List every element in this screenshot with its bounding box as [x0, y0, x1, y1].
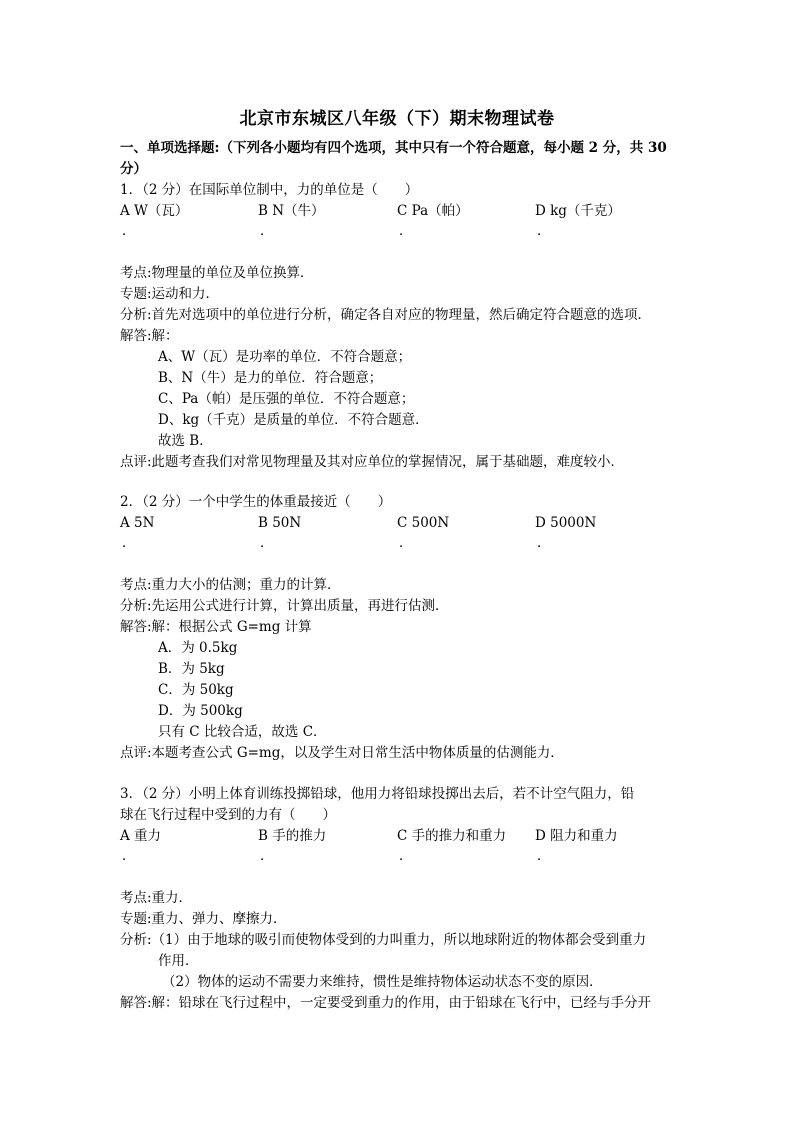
q2-fenxi: 分析:先运用公式进行计算，计算出质量，再进行估测．: [120, 598, 449, 614]
q2-stem: 2．（2 分）一个中学生的体重最接近（ ）: [120, 494, 392, 510]
q2-kaodian: 考点:重力大小的估测；重力的计算．: [120, 577, 341, 593]
q1-option-b: B N（牛）: [258, 203, 325, 219]
q2-option-c-dot: ．: [399, 535, 413, 551]
q2-option-a: A 5N: [120, 515, 155, 531]
q1-answer-line: B、N（牛）是力的单位．符合题意；: [158, 370, 383, 386]
q1-kaodian: 考点:物理量的单位及单位换算．: [120, 265, 314, 281]
q1-option-c-dot: ．: [399, 223, 413, 239]
q3-fenxi-line2: 作用．: [158, 953, 199, 969]
q1-dianping: 点评:此题考查我们对常见物理量及其对应单位的掌握情况，属于基础题，难度较小．: [120, 454, 625, 470]
page-title: 北京市东城区八年级（下）期末物理试卷: [239, 109, 555, 129]
q3-option-b-dot: ．: [260, 848, 274, 864]
section-header: 一、单项选择题:（下列各小题均有四个选项，其中只有一个符合题意，每小题 2 分，共 30 分）: [120, 140, 667, 177]
q1-answer-line: 故选 B．: [158, 433, 213, 449]
q3-kaodian: 考点:重力．: [120, 890, 193, 906]
q3-stem-line1: 3．（2 分）小明上体育训练投掷铅球，他用力将铅球投掷出去后，若不计空气阻力，铅: [120, 786, 635, 802]
q1-stem: 1．（2 分）在国际单位制中，力的单位是（ ）: [120, 182, 419, 198]
q3-option-d-dot: ．: [537, 848, 551, 864]
q2-answer-line: D．为 500kg: [158, 703, 243, 719]
q2-answer-line: 只有 C 比较合适，故选 C．: [158, 724, 327, 740]
q1-answer-line: A、W（瓦）是功率的单位．不符合题意；: [158, 349, 412, 365]
q1-option-c: C Pa（帕）: [397, 203, 469, 219]
q1-option-a: A W（瓦）: [120, 203, 189, 219]
q3-option-c: C 手的推力和重力: [397, 828, 507, 844]
q1-option-b-dot: ．: [260, 223, 274, 239]
q1-option-a-dot: ．: [122, 223, 136, 239]
q3-option-b: B 手的推力: [258, 828, 327, 844]
q2-answer-line: C．为 50kg: [158, 682, 234, 698]
q2-option-b-dot: ．: [260, 535, 274, 551]
q3-jieda: 解答:解：铅球在飞行过程中，一定要受到重力的作用，由于铅球在飞行中，已经与手分开: [120, 995, 652, 1011]
q1-zhuanti: 专题:运动和力．: [120, 286, 220, 302]
q1-answer-line: D、kg（千克）是质量的单位．不符合题意．: [158, 412, 429, 428]
q2-option-b: B 50N: [258, 515, 302, 531]
q3-option-c-dot: ．: [399, 848, 413, 864]
q2-dianping: 点评:本题考查公式 G=mg，以及学生对日常生活中物体质量的估测能力．: [120, 745, 564, 761]
q3-fenxi-line3: （2）物体的运动不需要力来维持，惯性是维持物体运动状态不变的原因．: [162, 974, 603, 990]
q3-option-d: D 阻力和重力: [535, 828, 618, 844]
q2-option-d: D 5000N: [535, 515, 597, 531]
q1-jieda: 解答:解：: [120, 328, 179, 344]
q1-option-d: D kg（千克）: [535, 203, 621, 219]
q1-answer-line: C、Pa（帕）是压强的单位．不符合题意；: [158, 391, 415, 407]
q3-stem-line2: 球在飞行过程中受到的力有（ ）: [120, 807, 336, 823]
q2-option-d-dot: ．: [537, 535, 551, 551]
q3-zhuanti: 专题:重力、弹力、摩擦力．: [120, 911, 287, 927]
q1-fenxi: 分析:首先对选项中的单位进行分析，确定各自对应的物理量，然后确定符合题意的选项．: [120, 307, 652, 323]
q3-fenxi-line1: 分析:（1）由于地球的吸引而使物体受到的力叫重力，所以地球附近的物体都会受到重力: [120, 932, 647, 948]
q2-answer-line: B．为 5kg: [158, 661, 225, 677]
q3-option-a: A 重力: [120, 828, 162, 844]
q2-answer-line: A．为 0.5kg: [158, 640, 238, 656]
q2-option-a-dot: ．: [122, 535, 136, 551]
q3-option-a-dot: ．: [122, 848, 136, 864]
q2-option-c: C 500N: [397, 515, 450, 531]
q1-option-d-dot: ．: [537, 223, 551, 239]
q2-jieda: 解答:解：根据公式 G=mg 计算: [120, 619, 312, 635]
